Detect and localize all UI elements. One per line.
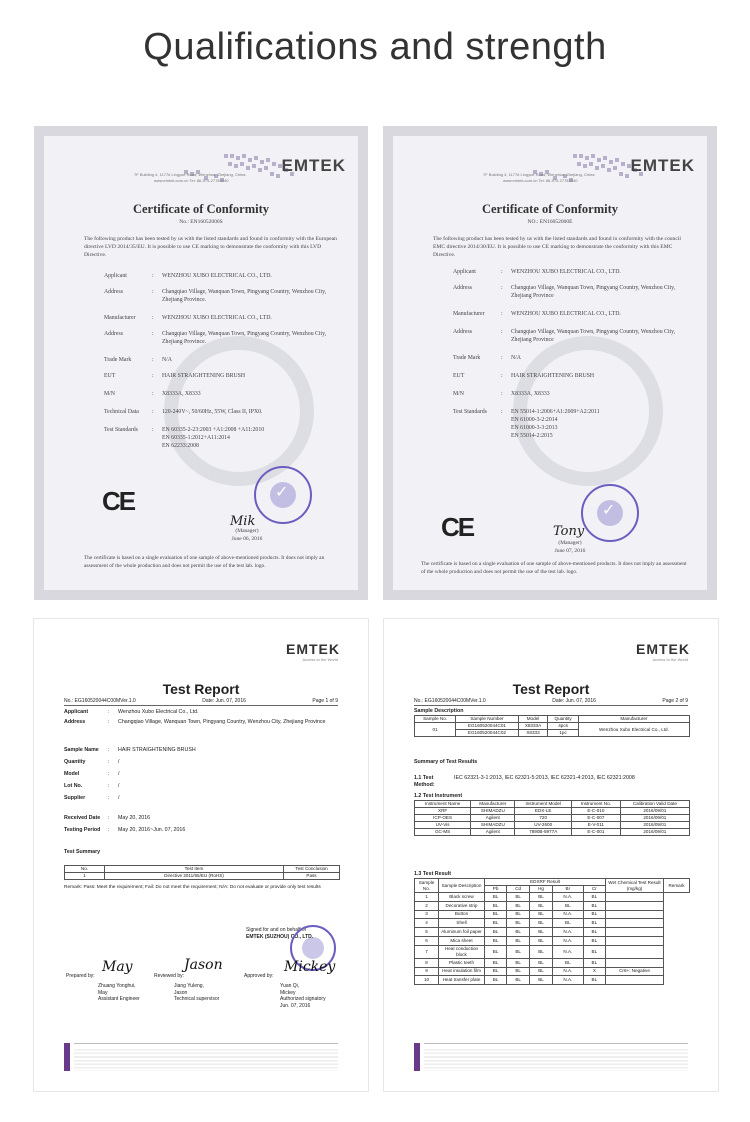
instrument-title: 1.2 Test Instrument xyxy=(414,793,463,799)
divider xyxy=(414,705,688,706)
manager-signature: Tony xyxy=(553,524,585,539)
test-method: 1.1 Test Method: IEC 62321-3-1:2013, IEC 62321-5:2013, IEC 62321-4:2013, IEC 62321:2008 xyxy=(414,775,635,788)
certificate-emc xyxy=(383,126,717,600)
report-meta: No.: EG160520044C00MVer.1.0 Date: Jun. 07, 2016 Page 1 of 9 xyxy=(64,698,338,704)
cert-row: EUT : HAIR STRAIGHTENING BRUSH xyxy=(104,373,246,379)
result-table: Sample No. Sample Description EDXRF Result Wet Chemical Test Result (mg/kg) Remark Pb Cd Hg Br Cr 1 Black screw BL BL BL N.A. BL 2 Decorative strip BL BL BL BL BL 3 Button BL BL BL N.A. BL 4 Shell BL BL BL BL BL 5 Aluminum foil paper BL BL BL N.A. BL 6 Mica sheet BL BL BL N.A. BL 7 Heat conduction block BL BL BL N.A. BL 8 Plastic teeth BL BL BL BL BL 9 Heat insulation film BL BL BL N.A. X Cr6+: Negative 10 Heat transfer plate BL BL BL N.A. BL xyxy=(414,878,690,985)
cert-footer-note: The certificate is based on a single evaluation of one sample of above-mentioned products. It does not imply an assessment of the whole production and does not permit the use of the test lab. logo. xyxy=(84,555,325,569)
cert-intro: The following product has been tested by us with the listed standards and found in conformity with the council EMC directive 2014/30/EU. It is possible to use CE marking to demonstrate the conformity with this EMC Directive. xyxy=(433,236,681,258)
reviewed-label: Reviewed by: xyxy=(154,973,185,979)
report-title: Test Report xyxy=(162,681,240,697)
summary-title: Test Summary xyxy=(64,849,101,855)
approved-signature: Mickey xyxy=(284,959,336,975)
summary-results-title: Summary of Test Results xyxy=(414,759,478,765)
instrument-table: Instrument Name Manufacturer Instrument Model Instrument No. Calibration Valid Date XRF SHIMADZU EDX-LE E-C-010 2016/09/01 ICP-OES Agilent 720 E-C-007 2016/09/01 UV-Vis SHIMADZU UV-2600 E-V-011 2016/09/01 GC-MS Agilent 7890B-5977A E-C-001 2016/09/01 xyxy=(414,800,690,836)
report-field: Applicant : Wenzhou Xubo Electrical Co., Ltd. xyxy=(64,709,199,715)
table-row: 6 Mica sheet BL BL BL N.A. BL xyxy=(415,936,690,945)
cert-header xyxy=(54,146,348,201)
table-row: 7 Heat conduction block BL BL BL N.A. BL xyxy=(415,945,690,958)
approved-by: Yuan Qi, Mickey Authorized signatory Jun. 07, 2016 xyxy=(280,983,326,1009)
cert-row: Manufacturer : WENZHOU XUBO ELECTRICAL CO., LTD. xyxy=(104,315,272,321)
report-field: Supplier : / xyxy=(64,795,120,801)
report-field: Received Date : May 20, 2016 xyxy=(64,815,151,821)
manager-label: (Manager) xyxy=(558,540,582,546)
table-row: UV-Vis SHIMADZU UV-2600 E-V-011 2016/09/01 xyxy=(415,822,690,829)
footer-accent-bar xyxy=(64,1043,70,1071)
table-row: 2 Decorative strip BL BL BL BL BL xyxy=(415,901,690,910)
reviewed-signature: Jason xyxy=(184,957,223,973)
cert-row: EN 55014-2:2015 xyxy=(511,433,553,439)
cert-row: Address : Changqiao Village, Wanquan Town, Pingyang Country, Wenzhou City, Zhejiang Province. xyxy=(104,331,327,345)
report-field: Lot No. : / xyxy=(64,783,120,789)
emtek-stamp: ✓ xyxy=(581,484,639,542)
emtek-logo: EMTEK xyxy=(630,156,695,175)
cert-row: Address : Changqiao Village, Wanquan Town, Pingyang Country, Wenzhou City, Zhejiang Province xyxy=(453,285,676,299)
approved-label: Approved by: xyxy=(244,973,274,979)
cert-address-line: 7F Building 4, 1177# Lingyue Road, Wenzhou, Zhejiang, China xyxy=(483,172,595,177)
emtek-logo: EMTEK xyxy=(286,641,340,657)
test-report-page-1 xyxy=(33,618,369,1092)
prepared-label: Prepared by: xyxy=(66,973,95,979)
report-field: Model : / xyxy=(64,771,120,777)
cert-footer-note: The certificate is based on a single evaluation of one sample of above-mentioned products. It does not imply an assessment of the whole production and does not permit the use of the test lab. logo. xyxy=(421,561,687,575)
report-field: Sample Name : HAIR STRAIGHTENING BRUSH xyxy=(64,747,196,753)
reviewed-by: Jiang Yuleng, Jason Technical supervisor xyxy=(174,983,220,1002)
signed-company: EMTEK (SUZHOU) CO., LTD. xyxy=(246,934,314,940)
page-heading: Qualifications and strength xyxy=(143,26,607,68)
test-report-page-2 xyxy=(383,618,719,1092)
cert-contact-line: www.emtek.com.cn Tel: 86-574-27783040 xyxy=(154,178,229,183)
divider xyxy=(74,1043,338,1044)
report-field: Address : Changqiao Village, Wanquan Town, Pingyang Country, Wenzhou City, Zhejiang Province xyxy=(64,719,326,725)
cert-contact-line: www.emtek.com.cn Tel: 86-574-27783040 xyxy=(503,178,578,183)
cert-number: No.: EN16052000S xyxy=(179,219,223,225)
cert-address-line: 7F Building 4, 1177# Lingyue Road, Wenzhou, Zhejiang, China xyxy=(134,172,246,177)
cert-row: M/N : X8333A, X8333 xyxy=(453,391,550,397)
emtek-logo: EMTEK xyxy=(281,156,346,175)
summary-table: No. Test Item Test Conclusion 1 Directive 2011/65/EU (RoHS) Pass xyxy=(64,865,340,880)
footer-fine-print xyxy=(74,1047,338,1071)
cert-row: EN 60335-1:2012+A11:2014 xyxy=(162,435,230,441)
cert-row: EN 62233:2008 xyxy=(162,443,199,449)
cert-row: Address : Changqiao Village, Wanquan Town, Pingyang Country, Wenzhou City, Zhejiang Province. xyxy=(104,289,327,303)
certificate-lvd xyxy=(34,126,368,600)
cert-intro: The following product has been tested by us with the listed standards and found in conformity with the European directive LVD 2014/35/EU. It is possible to use CE marking to demonstrate the conformity with this LVD Directive. xyxy=(84,236,337,258)
cert-row: Manufacturer : WENZHOU XUBO ELECTRICAL CO., LTD. xyxy=(453,311,621,317)
table-row: 01 EG160520044C01 X8333A 4pcs Wenzhou Xubo Electrical Co., Ltd. xyxy=(415,723,690,730)
table-row: EG160520044C02 X8333 1pc xyxy=(415,730,690,737)
cert-row: Applicant : WENZHOU XUBO ELECTRICAL CO., LTD. xyxy=(453,269,621,275)
table-row: GC-MS Agilent 7890B-5977A E-C-001 2016/09/01 xyxy=(415,829,690,836)
cert-row: EN 61000-3-3:2013 xyxy=(511,425,558,431)
table-row: 8 Plastic teeth BL BL BL BL BL xyxy=(415,958,690,967)
cert-title: Certificate of Conformity xyxy=(132,202,270,216)
footer-accent-bar xyxy=(414,1043,420,1071)
table-row: 9 Heat insulation film BL BL BL N.A. X Cr6+: Negative xyxy=(415,967,690,976)
cert-row: Applicant : WENZHOU XUBO ELECTRICAL CO., LTD. xyxy=(104,273,272,279)
prepared-signature: May xyxy=(102,959,133,975)
emtek-tagline: Access to the World xyxy=(652,657,688,662)
table-row: XRF SHIMADZU EDX-LE E-C-010 2016/09/01 xyxy=(415,808,690,815)
sample-title: Sample Description xyxy=(414,708,464,714)
table-row: 1 Directive 2011/65/EU (RoHS) Pass xyxy=(65,873,340,880)
report-field: Testing Period : May 20, 2016~Jun. 07, 2016 xyxy=(64,827,186,833)
cert-row: EN 61000-3-2:2014 xyxy=(511,417,558,423)
manager-signature: Mik xyxy=(230,514,256,529)
result-title: 1.3 Test Result xyxy=(414,871,451,877)
cert-row: Trade Mark : N/A xyxy=(104,357,172,363)
divider xyxy=(64,705,338,706)
summary-remark: Remark: Pass: Meet the requirement; Fail: Do not meet the requirement; N/A: Do not evaluate or provide only test results xyxy=(64,885,321,890)
table-row: 3 Button BL BL BL N.A. BL xyxy=(415,910,690,919)
cert-date: June 06, 2016 xyxy=(231,536,263,542)
cert-row: Test Standards : EN 55014-1:2006+A1:2009+A2:2011 xyxy=(453,409,600,415)
cert-row: EUT : HAIR STRAIGHTENING BRUSH xyxy=(453,373,595,379)
cert-row: M/N : X8333A, X8333 xyxy=(104,391,201,397)
table-row: 5 Aluminum foil paper BL BL BL N.A. BL xyxy=(415,928,690,937)
cert-row: Trade Mark : N/A xyxy=(453,355,521,361)
cert-row: Test Standards : EN 60335-2-23:2003 +A1:2008 +A11:2010 xyxy=(104,427,265,433)
prepared-by: Zhuang Yonghui, May Assistant Engineer xyxy=(98,983,140,1002)
table-row: 4 Shell BL BL BL BL BL xyxy=(415,919,690,928)
cert-row: Address : Changqiao Village, Wanquan Town, Pingyang Country, Wenzhou City, Zhejiang Province xyxy=(453,329,676,343)
cert-title: Certificate of Conformity xyxy=(481,202,619,216)
report-title: Test Report xyxy=(512,681,590,697)
ce-mark: CE xyxy=(102,486,135,516)
signed-for-label: Signed for and on behalf of xyxy=(246,927,307,933)
cert-date: June 07, 2016 xyxy=(554,548,586,554)
report-field: Quantity : / xyxy=(64,759,120,765)
cert-row: Technical Data : 120-240V~, 50/60Hz, 55W, Class II, IPX0. xyxy=(104,409,263,415)
table-row: ICP-OES Agilent 720 E-C-007 2016/09/01 xyxy=(415,815,690,822)
table-row: 10 Heat transfer plate BL BL BL N.A. BL xyxy=(415,976,690,985)
sample-table: Sample No. Sample Number Model Quantity Manufacturer 01 EG160520044C01 X8333A 4pcs Wenzhou Xubo Electrical Co., Ltd. EG160520044C02 X8333 1pc xyxy=(414,715,690,737)
report-meta: No.: EG160520044C00MVer.1.0 Date: Jun. 07, 2016 Page 2 of 9 xyxy=(414,698,688,704)
table-row: 1 Black screw BL BL BL N.A. BL xyxy=(415,893,690,902)
footer-fine-print xyxy=(424,1047,688,1071)
cert-number: NO.: EN16052000E xyxy=(527,219,573,225)
emtek-stamp: ✓ xyxy=(254,466,312,524)
emtek-logo: EMTEK xyxy=(636,641,690,657)
divider xyxy=(424,1043,688,1044)
ce-mark: CE xyxy=(441,512,474,542)
cert-header xyxy=(403,146,697,201)
manager-label: (Manager) xyxy=(235,528,259,534)
emtek-tagline: Access to the World xyxy=(302,657,338,662)
